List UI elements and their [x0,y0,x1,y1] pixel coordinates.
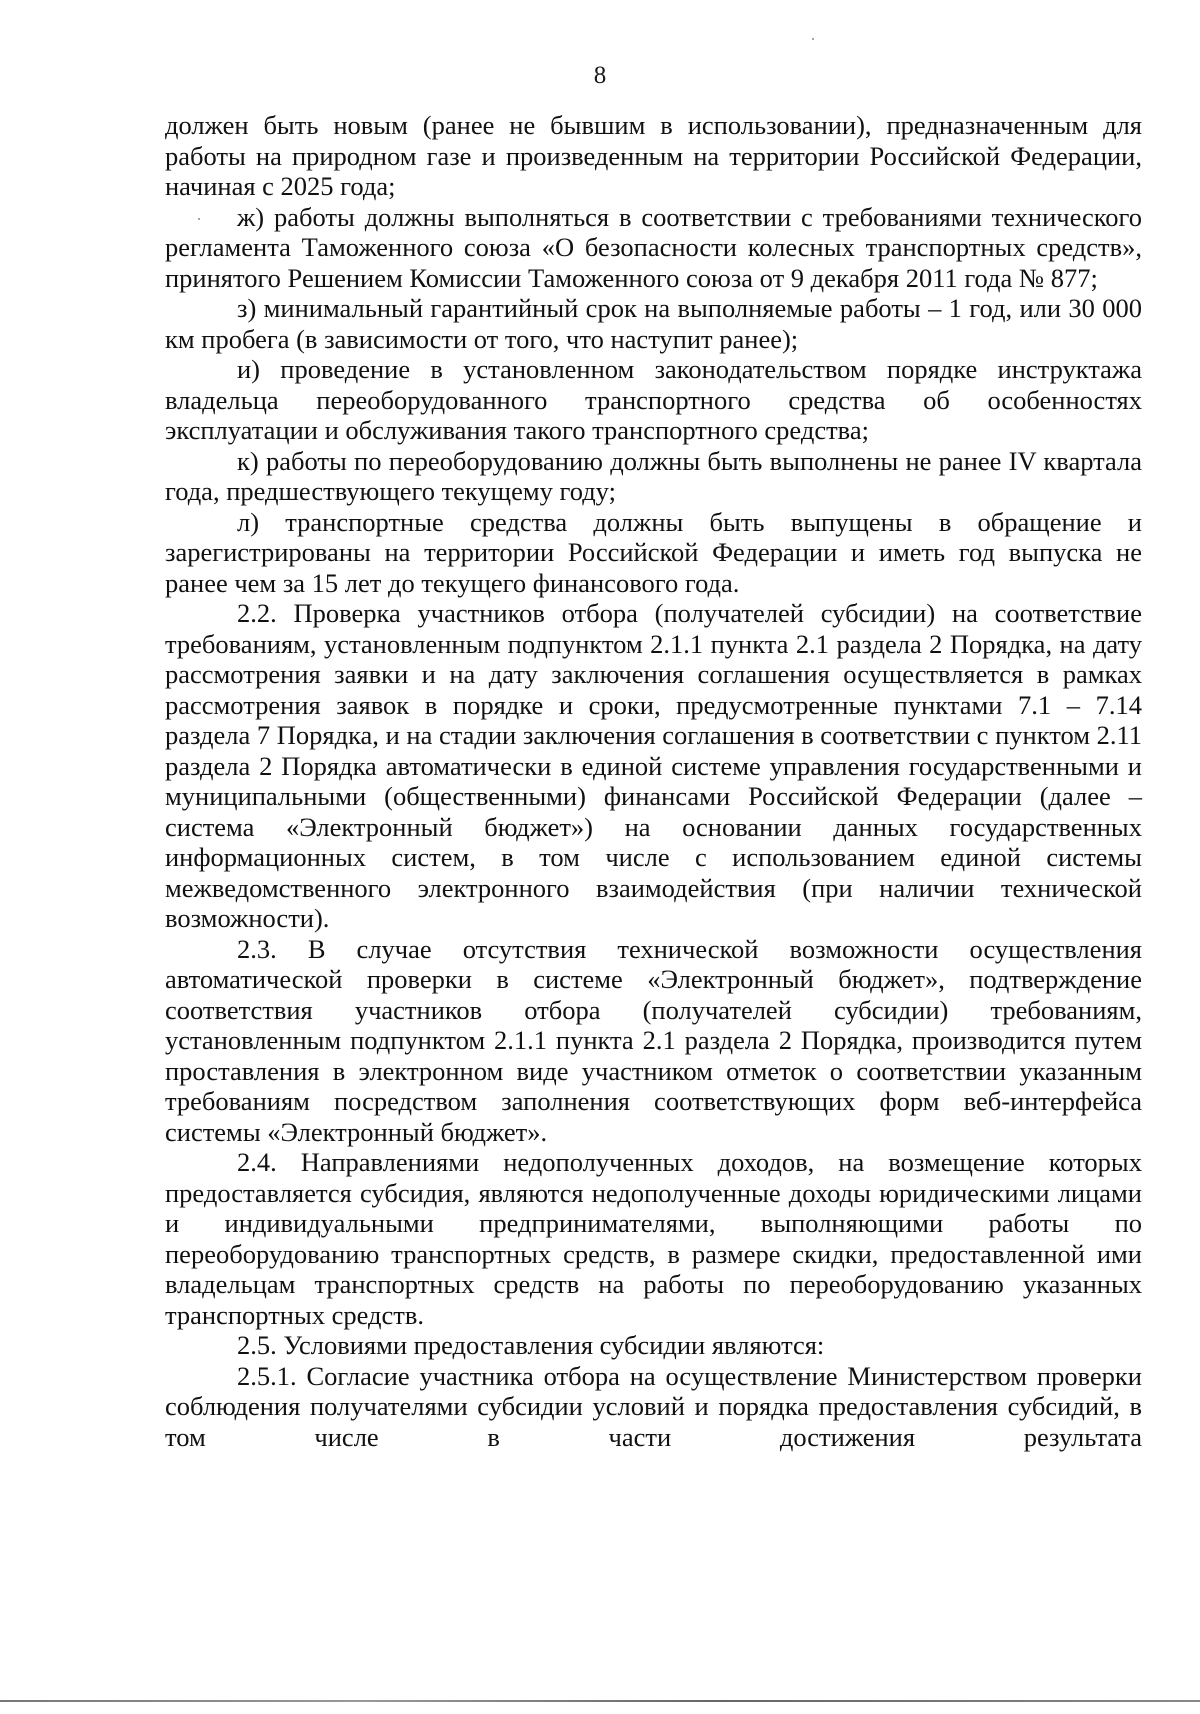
paragraph-item-i: и) проведение в установленном законодательством порядке инструктажа владельца переоборудованного транспортного средства об особенностях эксплуатации и обслуживания такого транспортного средства; [165,354,1142,445]
scan-speck [812,38,814,40]
paragraph-2-2: 2.2. Проверка участников отбора (получателей субсидии) на соответствие требованиям, установленным подпунктом 2.1.1 пункта 2.1 раздела 2 Порядка, на дату рассмотрения заявки и на дату заключения соглашения осуществляется в рамках рассмотрения заявок в порядке и сроки, предусмотренные пунктами 7.1 – 7.14 раздела 7 Порядка, и на стадии заключения соглашения в соответствии с пунктом 2.11 раздела 2 Порядка автоматически в единой системе управления государственными и муниципальными (общественными) финансами Российской Федерации (далее – система «Электронный бюджет») на основании данных государственных информационных систем, в том числе с использованием единой системы межведомственного электронного взаимодействия (при наличии технической возможности). [165,598,1142,933]
paragraph-2-3: 2.3. В случае отсутствия технической возможности осуществления автоматической проверки в системе «Электронный бюджет», подтверждение соответствия участников отбора (получателей субсидии) требованиям, установленным подпунктом 2.1.1 пункта 2.1 раздела 2 Порядка, производится путем проставления в электронном виде участником отметок о соответствии указанным требованиям посредством заполнения соответствующих форм веб-интерфейса системы «Электронный бюджет». [165,933,1142,1147]
page-number: 8 [593,62,607,89]
document-body [165,110,1142,1452]
paragraph-2-5-1: 2.5.1. Согласие участника отбора на осуществление Министерством проверки соблюдения получателями субсидии условий и порядка предоставления субсидий, в том числе в части достижения результата [165,1360,1142,1452]
scan-speck [198,218,200,220]
paragraph-2-5: 2.5. Условиями предоставления субсидии являются: [237,1330,825,1360]
paragraph-item-k: к) работы по переоборудованию должны быть выполнены не ранее IV квартала года, предшествующего текущему году; [165,445,1142,506]
paragraph-continuation: должен быть новым (ранее не бывшим в использовании), предназначенным для работы на природном газе и произведенным на территории Российской Федерации, начиная с 2025 года; [165,110,1142,201]
paragraph-item-l: л) транспортные средства должны быть выпущены в обращение и зарегистрированы на территории Российской Федерации и иметь год выпуска не ранее чем за 15 лет до текущего финансового года. [165,506,1142,598]
paragraph-item-z: з) минимальный гарантийный срок на выполняемые работы – 1 год, или 30 000 км пробега (в зависимости от того, что наступит ранее); [165,293,1142,354]
paragraph-item-zh: ж) работы должны выполняться в соответствии с требованиями технического регламента Таможенного союза «О безопасности колесных транспортных средств», принятого Решением Комиссии Таможенного союза от 9 декабря 2011 года № 877; [165,201,1142,293]
scan-edge-line [0,1700,1200,1702]
paragraph-2-4: 2.4. Направлениями недополученных доходов, на возмещение которых предоставляется субсидия, являются недополученные доходы юридическими лицами и индивидуальными предпринимателями, выполняющими работы по переоборудованию транспортных средств, в размере скидки, предоставленной ими владельцам транспортных средств на работы по переоборудованию указанных транспортных средств. [165,1147,1142,1330]
